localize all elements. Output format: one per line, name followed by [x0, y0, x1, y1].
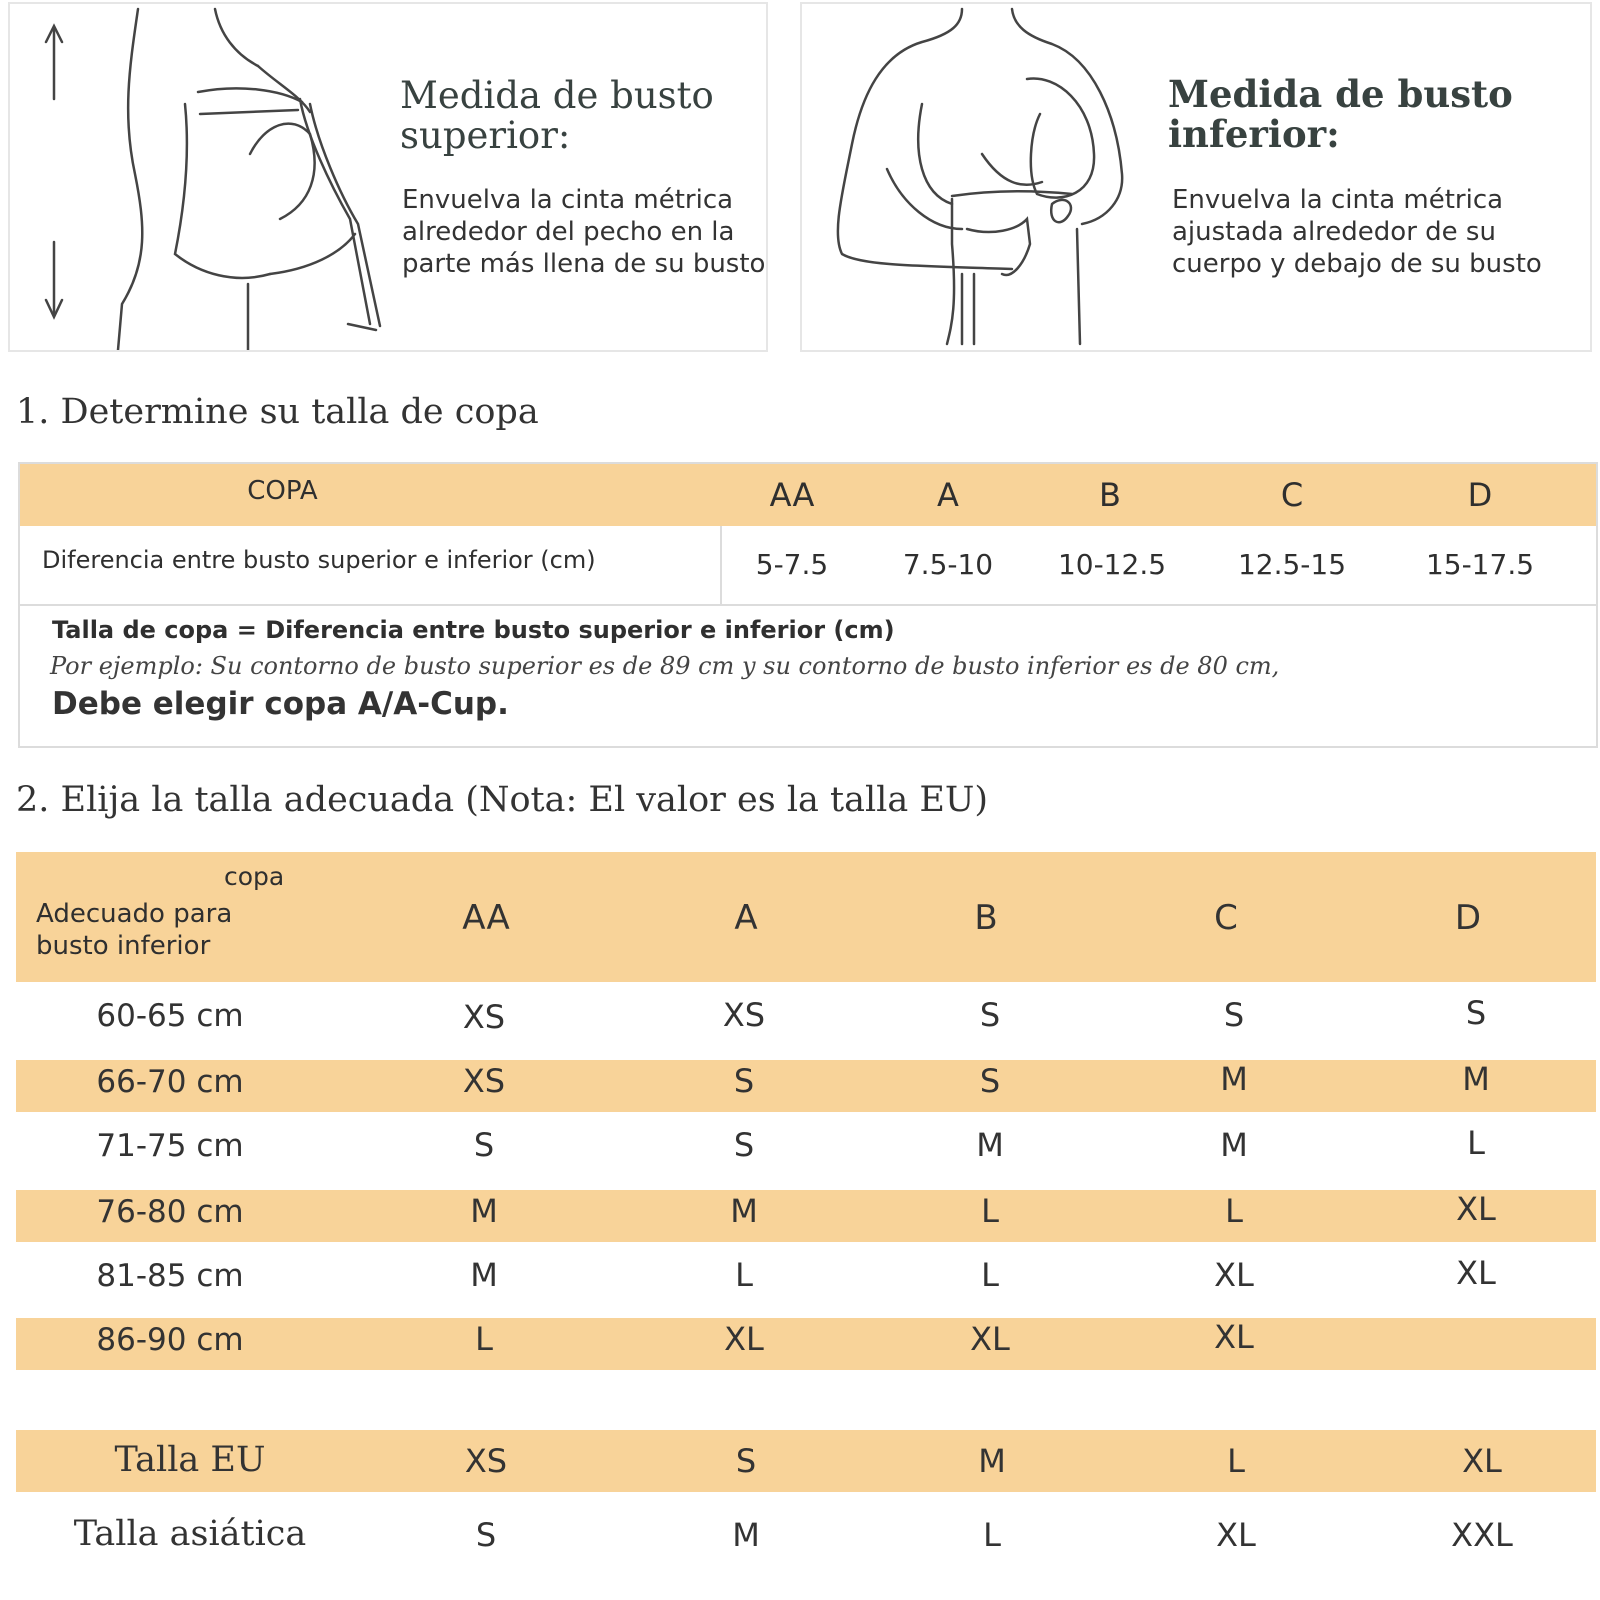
cup-header-cell: D — [1467, 476, 1493, 514]
band-range-label: 66-70 cm — [96, 1064, 244, 1100]
size-header-cell: D — [1454, 898, 1482, 938]
size-cell: L — [1227, 1442, 1245, 1480]
size-cell: S — [1465, 994, 1487, 1032]
band-range-label: 81-85 cm — [96, 1258, 244, 1294]
size-row — [0, 1116, 1600, 1178]
size-cell: S — [733, 1062, 755, 1100]
lower-bust-panel — [800, 2, 1592, 352]
size-cell: L — [1467, 1124, 1485, 1162]
lower-bust-illustration — [802, 4, 1142, 350]
size-cell: M — [730, 1192, 758, 1230]
size-cell: M — [976, 1126, 1004, 1164]
lower-bust-title: Medida de busto inferior: — [1168, 72, 1513, 156]
cup-size-table — [18, 462, 1598, 748]
size-cell: M — [978, 1442, 1006, 1480]
size-cell: M — [732, 1516, 760, 1554]
size-cell: XXL — [1451, 1516, 1513, 1554]
size-cell: S — [735, 1442, 757, 1480]
cup-range-cell: 7.5-10 — [902, 548, 994, 581]
band-range-label: 60-65 cm — [96, 998, 244, 1034]
size-cell: M — [470, 1256, 498, 1294]
corner-label-band: Adecuado para busto inferior — [36, 899, 233, 961]
size-cell: M — [1220, 1126, 1248, 1164]
size-cell: S — [1223, 996, 1245, 1034]
size-cell: L — [981, 1256, 999, 1294]
size-cell: XL — [724, 1320, 764, 1358]
cup-formula: Talla de copa = Diferencia entre busto superior e inferior (cm) — [52, 616, 895, 644]
eu-size-row — [0, 1430, 1600, 1492]
size-cell: XS — [464, 1442, 508, 1480]
size-cell: L — [735, 1256, 753, 1294]
size-cell: XL — [1456, 1190, 1496, 1228]
band-range-label: 86-90 cm — [96, 1322, 244, 1358]
size-cell: XL — [1214, 1318, 1254, 1356]
cup-range-cell: 12.5-15 — [1237, 548, 1347, 581]
size-cell: S — [473, 1126, 495, 1164]
cup-difference-label: Diferencia entre busto superior e inferior (cm) — [42, 546, 596, 574]
size-cell: M — [1220, 1060, 1248, 1098]
size-cell: XL — [970, 1320, 1010, 1358]
band-range-label: 71-75 cm — [96, 1128, 244, 1164]
column-divider — [720, 526, 722, 604]
cup-difference-row — [20, 526, 1596, 606]
cup-range-cell: 15-17.5 — [1425, 548, 1535, 581]
size-cell: XL — [1462, 1442, 1502, 1480]
cup-header-cell: C — [1280, 476, 1304, 514]
cup-table-header — [20, 464, 1596, 526]
size-row — [0, 1310, 1600, 1372]
upper-bust-title: Medida de busto superior: — [400, 74, 714, 157]
cup-range-cell: 5-7.5 — [755, 548, 829, 581]
size-row — [0, 1182, 1600, 1244]
upper-bust-panel — [8, 2, 768, 352]
size-cell: XS — [722, 996, 766, 1034]
cup-conclusion: Debe elegir copa A/A-Cup. — [52, 686, 509, 722]
size-cell: XL — [1456, 1254, 1496, 1292]
size-table-header — [16, 852, 1596, 982]
size-cell: L — [475, 1320, 493, 1358]
size-cell: S — [979, 996, 1001, 1034]
size-header-cell: C — [1214, 898, 1238, 938]
section2-title: 2. Elija la talla adecuada (Nota: El valor es la talla EU) — [16, 780, 989, 820]
size-row — [0, 1052, 1600, 1114]
cup-example: Por ejemplo: Su contorno de busto superior es de 89 cm y su contorno de busto inferior es de 80 cm, — [50, 652, 1280, 680]
size-cell: L — [1225, 1192, 1243, 1230]
asian-size-row — [0, 1506, 1600, 1568]
corner-label-cup: copa — [224, 862, 285, 891]
band-range-label: 76-80 cm — [96, 1194, 244, 1230]
size-cell: XS — [462, 1062, 506, 1100]
size-header-cell: A — [734, 898, 758, 938]
size-header-cell: AA — [462, 898, 510, 938]
cup-header-cell: AA — [769, 476, 815, 514]
lower-bust-instructions: Envuelva la cinta métrica ajustada alrededor de su cuerpo y debajo de su busto — [1172, 185, 1542, 279]
size-row — [0, 986, 1600, 1048]
cup-header-label: COPA — [247, 476, 318, 506]
cup-header-cell: B — [1099, 476, 1121, 514]
size-cell: L — [981, 1192, 999, 1230]
section1-title: 1. Determine su talla de copa — [16, 392, 539, 432]
size-cell: S — [733, 1126, 755, 1164]
size-cell: S — [979, 1062, 1001, 1100]
size-cell: L — [983, 1516, 1001, 1554]
cup-range-cell: 10-12.5 — [1057, 548, 1167, 581]
size-cell: XL — [1214, 1256, 1254, 1294]
eu-size-label: Talla EU — [114, 1440, 266, 1480]
upper-bust-instructions: Envuelva la cinta métrica alrededor del pecho en la parte más llena de su busto — [402, 185, 766, 279]
size-cell: XL — [1216, 1516, 1256, 1554]
size-cell: S — [475, 1516, 497, 1554]
asian-size-label: Talla asiática — [73, 1514, 307, 1554]
cup-header-cell: A — [937, 476, 959, 514]
size-row — [0, 1246, 1600, 1308]
size-header-cell: B — [974, 898, 998, 938]
size-cell: M — [1462, 1060, 1490, 1098]
upper-bust-illustration — [10, 4, 390, 350]
size-cell: M — [470, 1192, 498, 1230]
size-cell: XS — [462, 998, 506, 1036]
